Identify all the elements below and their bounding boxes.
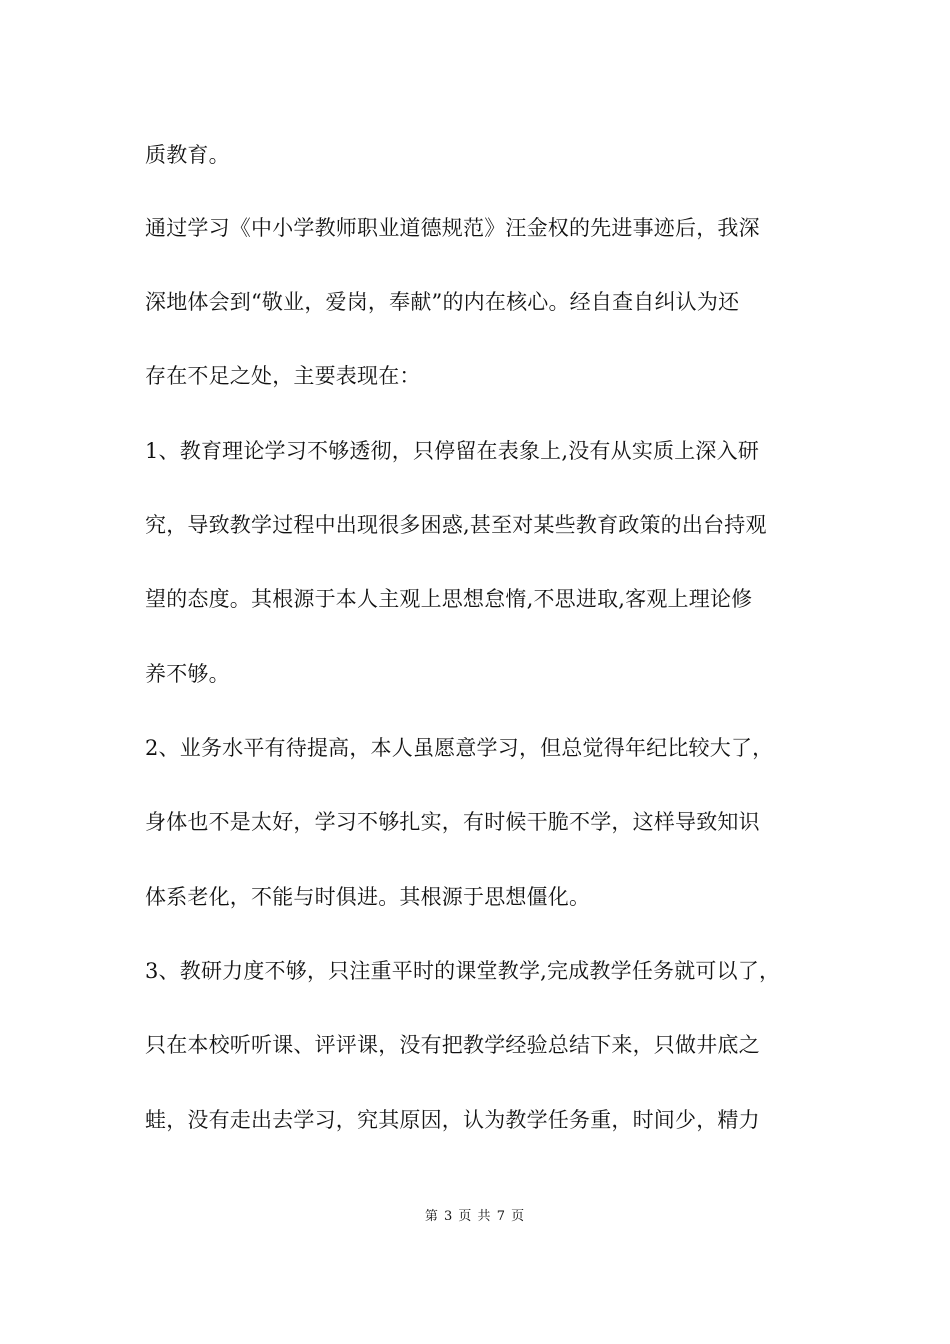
paragraph-line: 身体也不是太好，学习不够扎实，有时候干脆不学，这样导致知识 xyxy=(145,810,760,834)
paragraph-line: 深地体会到“敬业，爱岗，奉献”的内在核心。经自查自纠认为还 xyxy=(145,290,740,314)
paragraph-line: 质教育。 xyxy=(145,143,230,167)
paragraph-line: 望的态度。其根源于本人主观上思想怠惰,不思进取,客观上理论修 xyxy=(145,587,753,611)
paragraph-line: 1、教育理论学习不够透彻，只停留在表象上,没有从实质上深入研 xyxy=(145,439,760,463)
paragraph-line: 只在本校听听课、评评课，没有把教学经验总结下来，只做井底之 xyxy=(145,1033,760,1057)
paragraph-line: 养不够。 xyxy=(145,662,230,686)
paragraph-line: 3、教研力度不够，只注重平时的课堂教学,完成教学任务就可以了， xyxy=(145,959,781,983)
paragraph-line: 究，导致教学过程中出现很多困惑,甚至对某些教育政策的出台持观 xyxy=(145,513,767,537)
paragraph-line: 体系老化，不能与时俱进。其根源于思想僵化。 xyxy=(145,885,591,909)
paragraph-line: 2、业务水平有待提高，本人虽愿意学习，但总觉得年纪比较大了， xyxy=(145,736,774,760)
paragraph-line: 蛙，没有走出去学习，究其原因，认为教学任务重，时间少，精力 xyxy=(145,1108,760,1132)
paragraph-line: 存在不足之处，主要表现在： xyxy=(145,364,421,388)
page-number-footer: 第 3 页 共 7 页 xyxy=(424,1209,526,1224)
paragraph-line: 通过学习《中小学教师职业道德规范》汪金权的先进事迹后，我深 xyxy=(145,216,760,240)
